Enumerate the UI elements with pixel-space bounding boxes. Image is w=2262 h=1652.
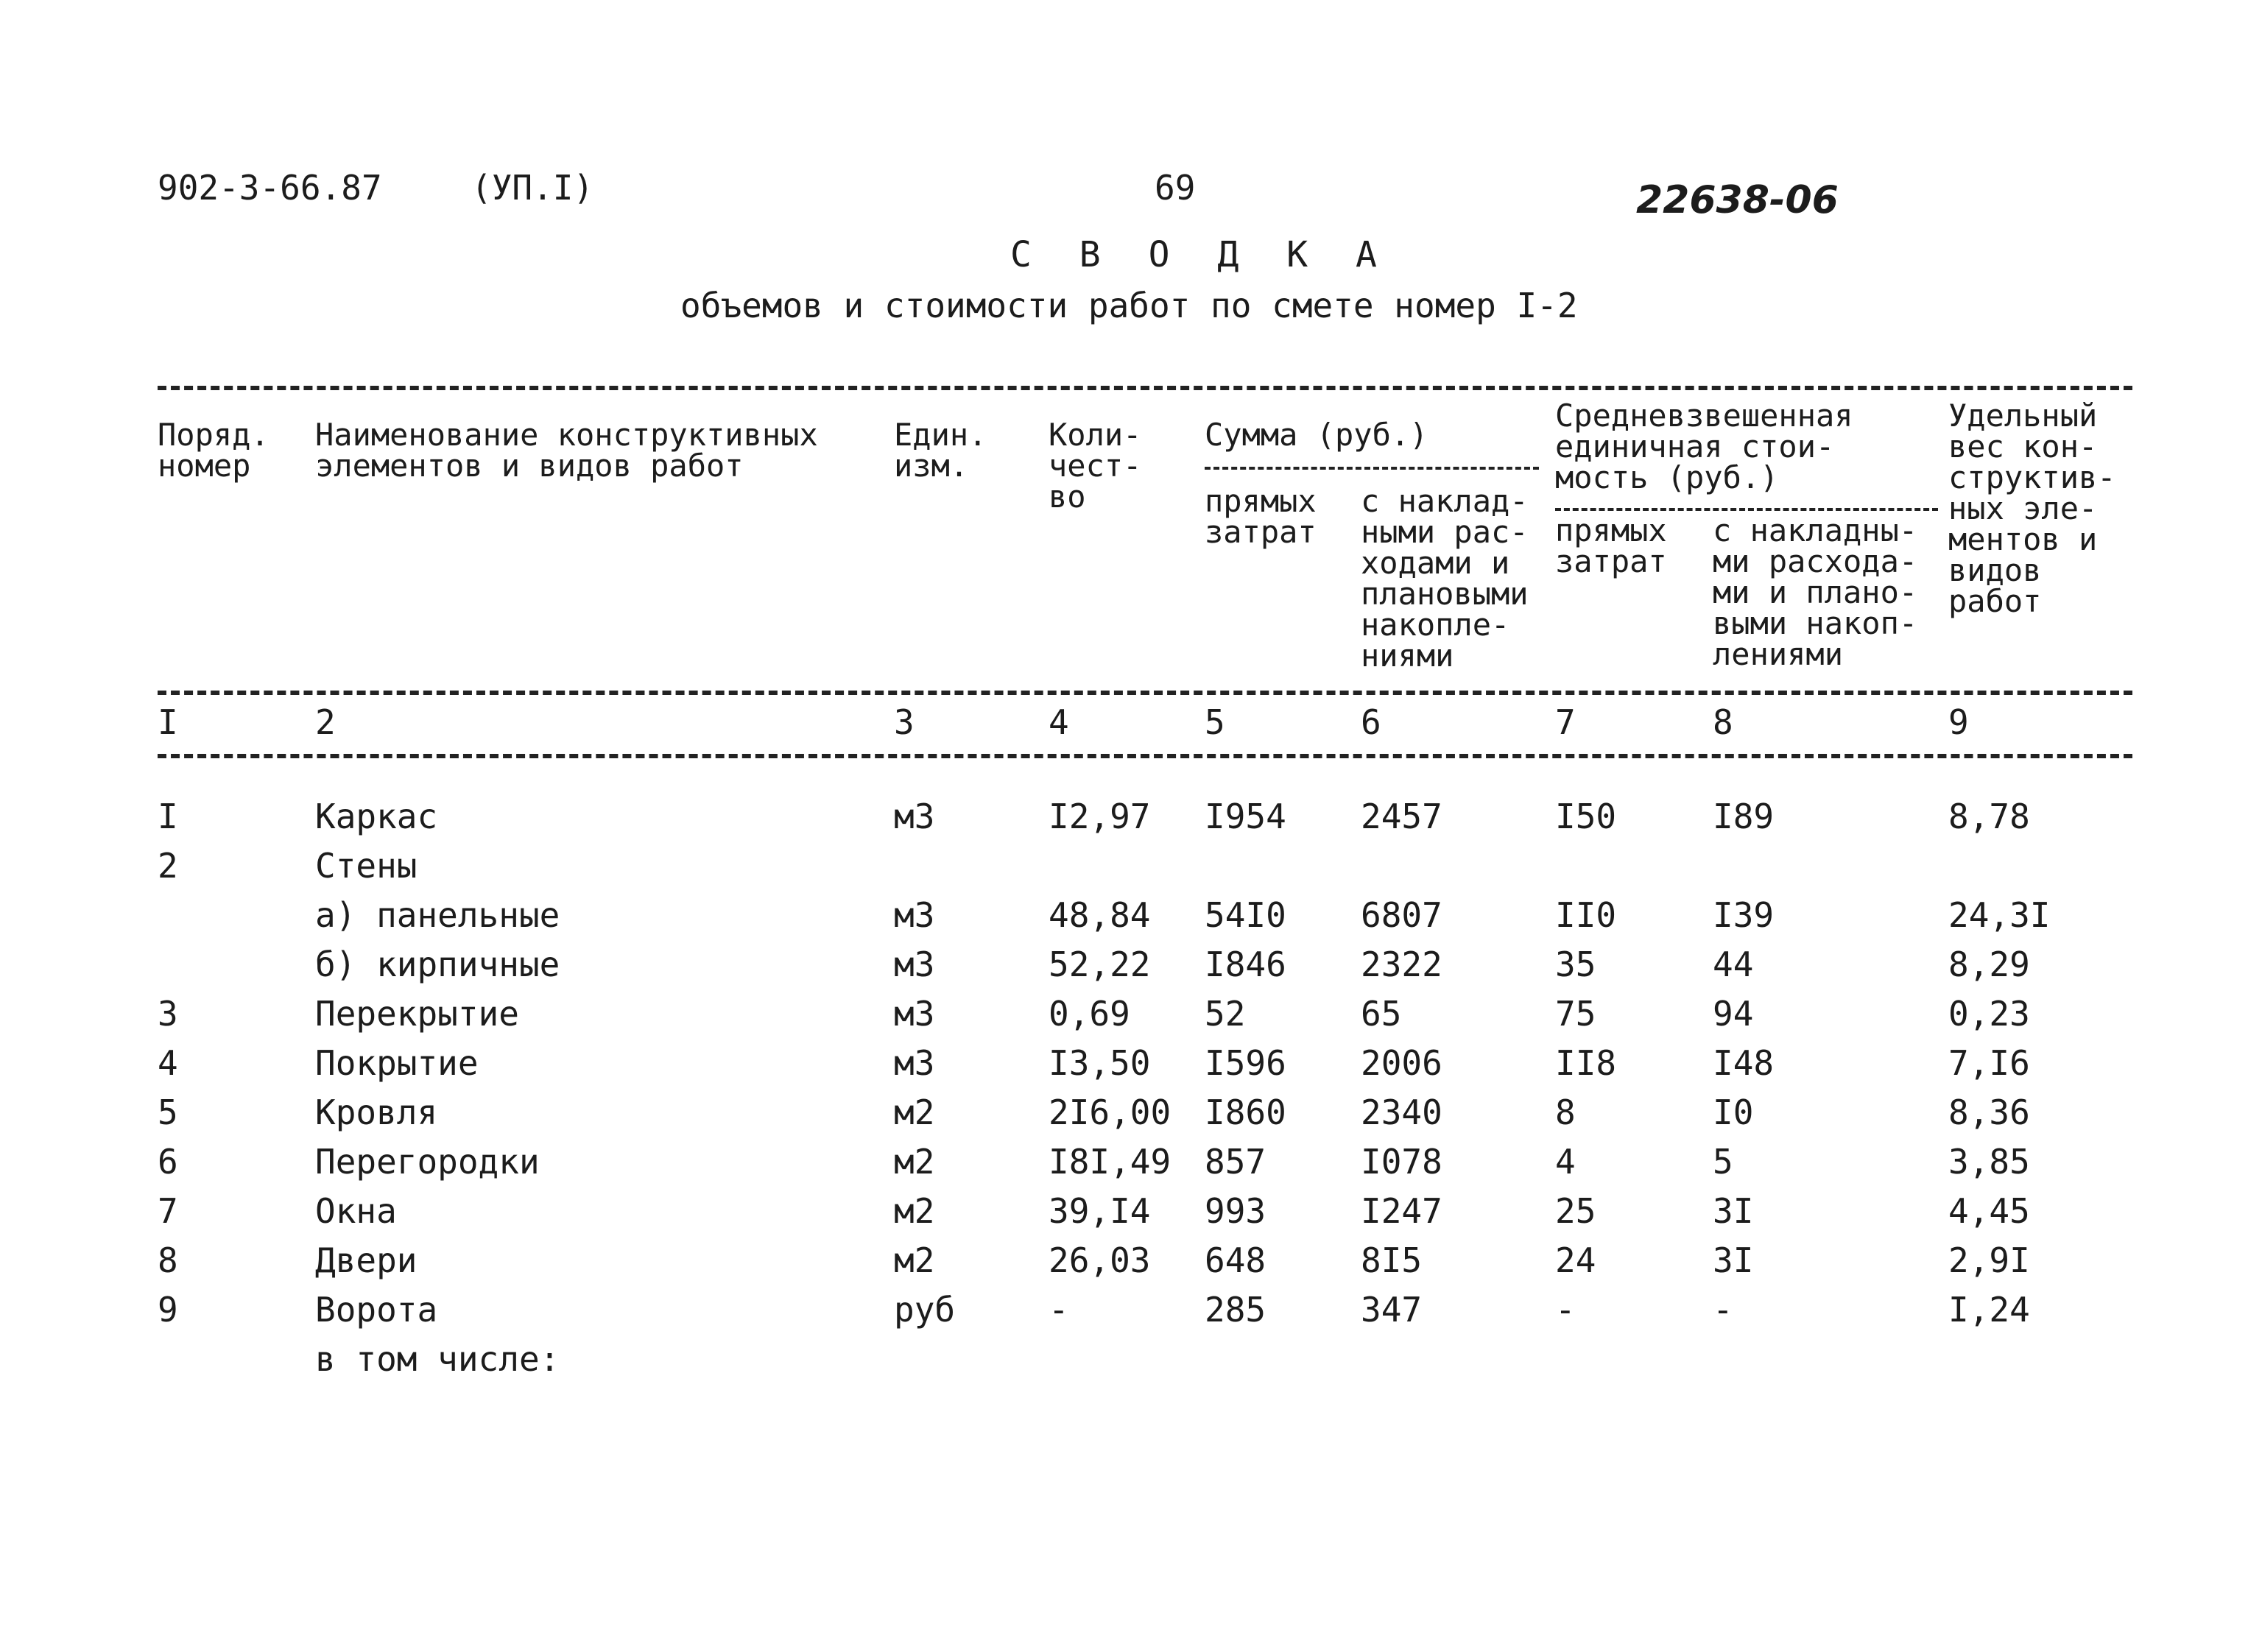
row-share: 3,85 — [1948, 1142, 2030, 1182]
row-number: 8 — [158, 1240, 178, 1280]
header-share: Удельный вес кон- структив- ных эле- ментов и видов работ — [1948, 398, 2116, 619]
row-element-name: Перегородки — [315, 1142, 540, 1182]
row-direct-cost: 52 — [1205, 994, 1246, 1034]
header-quantity: Коли- чест- во — [1049, 417, 1142, 515]
row-unit: м3 — [894, 945, 935, 984]
row-avg-overhead: 94 — [1713, 994, 1754, 1034]
row-share: 8,36 — [1948, 1092, 2030, 1132]
row-element-name: Двери — [315, 1240, 417, 1280]
row-element-name: Каркас — [315, 797, 438, 836]
row-number: I — [158, 797, 178, 836]
row-direct-cost: 648 — [1205, 1240, 1266, 1280]
row-overhead-cost: 6807 — [1361, 895, 1442, 935]
table-row — [0, 1191, 2262, 1240]
header-bottom-rule — [158, 691, 2132, 695]
row-direct-cost: I596 — [1205, 1043, 1286, 1083]
row-avg-direct: - — [1555, 1290, 1576, 1330]
column-numbers-rule — [158, 754, 2132, 758]
row-share: 0,23 — [1948, 994, 2030, 1034]
table-top-rule — [158, 386, 2132, 390]
row-element-name: Окна — [315, 1191, 397, 1231]
row-avg-direct: 75 — [1555, 994, 1596, 1034]
table-row — [0, 797, 2262, 846]
row-avg-direct: II8 — [1555, 1043, 1617, 1083]
column-number-7: 7 — [1555, 702, 1576, 742]
row-direct-cost: I846 — [1205, 945, 1286, 984]
row-overhead-cost: I078 — [1361, 1142, 1442, 1182]
table-row — [0, 1339, 2262, 1388]
row-unit: руб — [894, 1290, 956, 1330]
row-avg-overhead: I0 — [1713, 1092, 1754, 1132]
row-avg-overhead: 44 — [1713, 945, 1754, 984]
page-subtitle: объемов и стоимости работ по смете номер I-2 — [680, 286, 1578, 325]
header-avg-direct: прямых затрат — [1555, 512, 1667, 579]
row-quantity: - — [1049, 1290, 1069, 1330]
header-direct-costs: прямых затрат — [1205, 483, 1317, 550]
row-overhead-cost: 347 — [1361, 1290, 1423, 1330]
row-quantity: 26,03 — [1049, 1240, 1151, 1280]
row-share: 4,45 — [1948, 1191, 2030, 1231]
header-unit: Един. изм. — [894, 417, 987, 484]
table-body — [0, 797, 2262, 1388]
row-number: 2 — [158, 846, 178, 886]
row-avg-overhead: I89 — [1713, 797, 1775, 836]
row-overhead-cost: I247 — [1361, 1191, 1442, 1231]
row-share: 7,I6 — [1948, 1043, 2030, 1083]
row-overhead-cost: 8I5 — [1361, 1240, 1423, 1280]
row-unit: м2 — [894, 1092, 935, 1132]
column-number-6: 6 — [1361, 702, 1381, 742]
column-number-3: 3 — [894, 702, 915, 742]
page-title: С В О Д К А — [1010, 234, 1390, 275]
row-quantity: 0,69 — [1049, 994, 1130, 1034]
row-avg-overhead: I48 — [1713, 1043, 1775, 1083]
row-number: 6 — [158, 1142, 178, 1182]
row-direct-cost: 857 — [1205, 1142, 1266, 1182]
table-row — [0, 1240, 2262, 1290]
table-row — [0, 846, 2262, 895]
column-number-4: 4 — [1049, 702, 1069, 742]
header-element-name: Наименование конструктивных элементов и видов работ — [315, 417, 818, 484]
row-element-name: в том числе: — [315, 1339, 560, 1379]
document-code: 902-3-66.87 — [158, 168, 382, 208]
row-overhead-cost: 2322 — [1361, 945, 1442, 984]
row-avg-direct: 25 — [1555, 1191, 1596, 1231]
row-direct-cost: I954 — [1205, 797, 1286, 836]
column-number-1: I — [158, 702, 178, 742]
row-overhead-cost: 2340 — [1361, 1092, 1442, 1132]
row-direct-cost: 54I0 — [1205, 895, 1286, 935]
volume-label: (УП.I) — [471, 168, 594, 208]
row-unit: м2 — [894, 1240, 935, 1280]
row-unit: м2 — [894, 1142, 935, 1182]
avg-group-divider — [1555, 508, 1938, 511]
row-number: 9 — [158, 1290, 178, 1330]
column-number-8: 8 — [1713, 702, 1733, 742]
header-overhead-costs: с наклад- ными рас- ходами и плановыми накопле- ниями — [1361, 483, 1529, 674]
table-row — [0, 895, 2262, 945]
column-number-5: 5 — [1205, 702, 1225, 742]
row-element-name: а) панельные — [315, 895, 560, 935]
table-row — [0, 1290, 2262, 1339]
row-overhead-cost: 65 — [1361, 994, 1402, 1034]
row-element-name: Перекрытие — [315, 994, 519, 1034]
row-share: 8,78 — [1948, 797, 2030, 836]
row-quantity: 52,22 — [1049, 945, 1151, 984]
header-avg-group: Средневзвешенная единичная стои- мость (руб.) — [1555, 398, 1853, 495]
row-share: I,24 — [1948, 1290, 2030, 1330]
document-stamp: 22638-06 — [1636, 178, 1839, 222]
column-number-2: 2 — [315, 702, 336, 742]
row-avg-overhead: I39 — [1713, 895, 1775, 935]
table-row — [0, 1092, 2262, 1142]
row-quantity: 48,84 — [1049, 895, 1151, 935]
row-quantity: I3,50 — [1049, 1043, 1151, 1083]
table-row — [0, 994, 2262, 1043]
row-unit: м3 — [894, 895, 935, 935]
header-avg-overhead: с накладны- ми расхода- ми и плано- выми накоп- лениями — [1713, 512, 1918, 672]
row-avg-direct: 8 — [1555, 1092, 1576, 1132]
page-number: 69 — [1155, 168, 1196, 208]
row-direct-cost: 285 — [1205, 1290, 1266, 1330]
row-unit: м3 — [894, 994, 935, 1034]
row-avg-overhead: 5 — [1713, 1142, 1733, 1182]
row-overhead-cost: 2457 — [1361, 797, 1442, 836]
row-element-name: б) кирпичные — [315, 945, 560, 984]
table-row — [0, 1142, 2262, 1191]
row-direct-cost: I860 — [1205, 1092, 1286, 1132]
row-avg-overhead: 3I — [1713, 1240, 1754, 1280]
row-direct-cost: 993 — [1205, 1191, 1266, 1231]
row-number: 4 — [158, 1043, 178, 1083]
row-element-name: Стены — [315, 846, 417, 886]
row-avg-direct: II0 — [1555, 895, 1617, 935]
row-unit: м3 — [894, 797, 935, 836]
table-row — [0, 945, 2262, 994]
row-element-name: Кровля — [315, 1092, 438, 1132]
sum-group-divider — [1205, 467, 1539, 470]
row-quantity: 2I6,00 — [1049, 1092, 1171, 1132]
row-quantity: 39,I4 — [1049, 1191, 1151, 1231]
row-element-name: Ворота — [315, 1290, 438, 1330]
row-avg-overhead: 3I — [1713, 1191, 1754, 1231]
table-row — [0, 1043, 2262, 1092]
header-order-number: Поряд. номер — [158, 417, 269, 484]
row-element-name: Покрытие — [315, 1043, 479, 1083]
row-avg-direct: 4 — [1555, 1142, 1576, 1182]
row-avg-overhead: - — [1713, 1290, 1733, 1330]
header-sum-group: Сумма (руб.) — [1205, 417, 1428, 453]
row-overhead-cost: 2006 — [1361, 1043, 1442, 1083]
row-unit: м3 — [894, 1043, 935, 1083]
row-avg-direct: 24 — [1555, 1240, 1596, 1280]
row-quantity: I2,97 — [1049, 797, 1151, 836]
row-number: 3 — [158, 994, 178, 1034]
column-number-9: 9 — [1948, 702, 1969, 742]
row-unit: м2 — [894, 1191, 935, 1231]
row-avg-direct: 35 — [1555, 945, 1596, 984]
row-number: 5 — [158, 1092, 178, 1132]
row-quantity: I8I,49 — [1049, 1142, 1171, 1182]
row-share: 8,29 — [1948, 945, 2030, 984]
row-avg-direct: I50 — [1555, 797, 1617, 836]
row-share: 2,9I — [1948, 1240, 2030, 1280]
row-number: 7 — [158, 1191, 178, 1231]
row-share: 24,3I — [1948, 895, 2051, 935]
